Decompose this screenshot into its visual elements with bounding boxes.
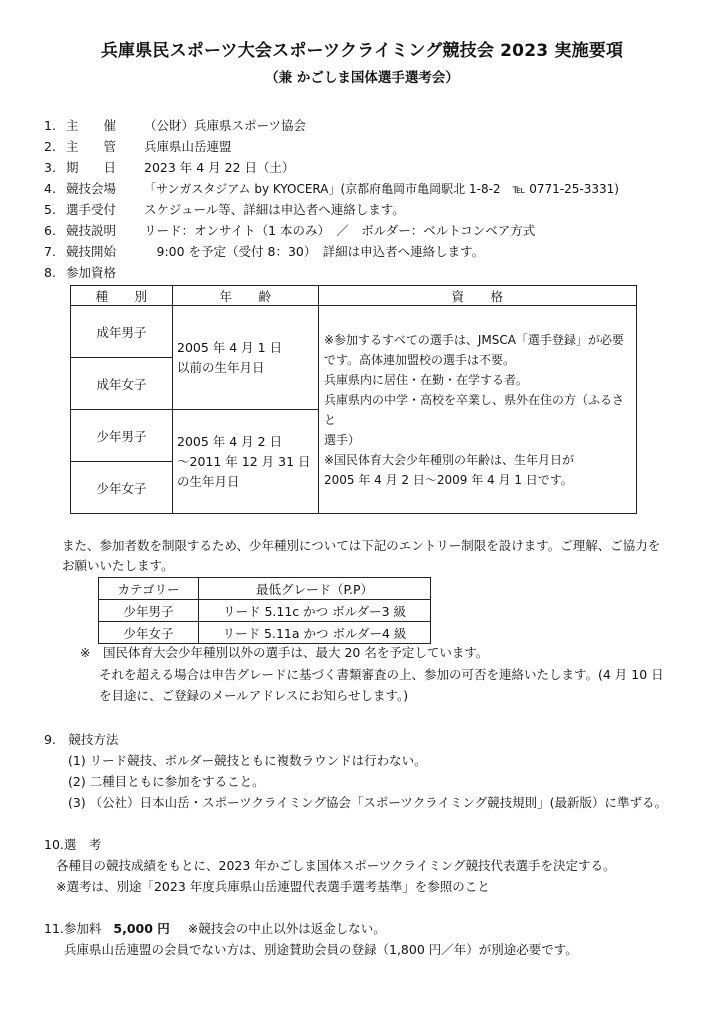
- entry-grade: リード 5.11a かつ ボルダー4 級: [199, 622, 431, 644]
- section-11-heading-row: [44, 920, 386, 938]
- item-label: 競技会場: [66, 181, 117, 196]
- item-number: 3.: [44, 160, 56, 175]
- item-value: 「サンガスタジアム by KYOCERA」(京都府亀岡市亀岡駅北 1-8-2 ℡ 0771-25-3331): [144, 182, 619, 196]
- age-line: 2005 年 4 月 2 日: [177, 433, 283, 449]
- item-date: [44, 159, 295, 177]
- section-11-line: 兵庫県山岳連盟の会員でない方は、別途賛助会員の登録（1,800 円／年）が別途必要です。: [64, 942, 578, 957]
- item-eligibility: [44, 264, 144, 282]
- item-value: リード：オンサイト（1 本のみ） ／ ボルダー：ベルトコンベア方式: [144, 223, 536, 238]
- item-label: 競技開始: [66, 244, 117, 259]
- age-youth: [173, 410, 319, 514]
- entry-intro-line: また、参加者数を制限するため、少年種別については下記のエントリー制限を設けます。ご理解、ご協力を: [62, 538, 661, 553]
- req-line: 兵庫県内に居住・在勤・在学する者。: [324, 372, 529, 387]
- section-9-heading: 9. 競技方法: [44, 732, 119, 747]
- table-row: [99, 600, 431, 622]
- item-number: 4.: [44, 181, 56, 196]
- entry-intro-line: お願いいたします。: [62, 558, 174, 573]
- eligibility-table: [70, 285, 637, 514]
- item-venue: [44, 180, 619, 198]
- section-10-heading: 10.選 考: [44, 837, 102, 852]
- header-entry-category: カテゴリー: [99, 578, 199, 600]
- qualification-text: [319, 306, 637, 514]
- header-category: 種 別: [71, 286, 173, 306]
- req-line: 2005 年 4 月 2 日～2009 年 4 月 1 日です。: [324, 472, 573, 487]
- age-adult: [173, 306, 319, 410]
- item-reception: [44, 201, 405, 219]
- req-line: です。高体連加盟校の選手は不要。: [324, 352, 516, 367]
- item-organizer: [44, 117, 306, 135]
- item-number: 1.: [44, 118, 56, 133]
- section-9-line: (2) 二種目ともに参加をすること。: [68, 774, 265, 789]
- section-9-line: (3) （公社）日本山岳・スポーツクライミング協会「スポーツクライミング競技規則」(最新版）に準ずる。: [68, 795, 668, 810]
- document-title: 兵庫県民スポーツ大会スポーツクライミング競技会 2023 実施要項: [100, 41, 624, 61]
- section-11-heading: 11.参加料: [44, 921, 102, 936]
- item-value: 9:00 を予定（受付 8：30） 詳細は申込者へ連絡します。: [144, 244, 485, 259]
- header-min-grade: 最低グレード（P.P）: [199, 578, 431, 600]
- item-label: 競技説明: [66, 223, 117, 238]
- item-label: 主 催: [66, 118, 117, 133]
- category-adult-male: 成年男子: [71, 306, 173, 358]
- item-label: 選手受付: [66, 202, 117, 217]
- item-value: 2023 年 4 月 22 日（土）: [144, 160, 295, 175]
- document-subtitle: （兼 かごしま国体選手選考会）: [265, 70, 459, 86]
- age-line: の生年月日: [177, 473, 240, 489]
- item-value: （公財）兵庫県スポーツ協会: [144, 118, 307, 133]
- item-number: 8.: [44, 265, 56, 280]
- item-value: スケジュール等、詳細は申込者へ連絡します。: [144, 202, 405, 217]
- item-start: [44, 243, 484, 261]
- section-10-line: ※選考は、別途「2023 年度兵庫県山岳連盟代表選手選考基準」を参照のこと: [56, 879, 490, 894]
- item-number: 6.: [44, 223, 56, 238]
- fee-note: ※競技会の中止以外は返金しない。: [187, 921, 386, 936]
- entry-category: 少年女子: [99, 622, 199, 644]
- req-line: 選手）: [324, 432, 361, 447]
- entry-limit-table: [98, 577, 431, 644]
- req-line: ※国民体育大会少年種別の年齢は、生年月日が: [324, 452, 575, 467]
- item-briefing: [44, 222, 535, 240]
- fee-amount: 5,000 円: [113, 921, 170, 936]
- item-label: 期 日: [66, 160, 117, 175]
- item-number: 7.: [44, 244, 56, 259]
- note-line: を目途に、ご登録のメールアドレスにお知らせします。): [99, 688, 409, 703]
- header-qualification: 資 格: [319, 286, 637, 306]
- note-line: それを超える場合は申告グレードに基づく書類審査の上、参加の可否を連絡いたします。(4 月 10 日: [99, 667, 664, 682]
- age-line: ～2011 年 12 月 31 日: [177, 453, 311, 469]
- item-number: 5.: [44, 202, 56, 217]
- req-line: 兵庫県内の中学・高校を卒業し、県外在住の方（ふるさと: [324, 392, 625, 427]
- entry-grade: リード 5.11c かつ ボルダー3 級: [199, 600, 431, 622]
- age-line: 2005 年 4 月 1 日: [177, 339, 283, 355]
- table-row: [99, 622, 431, 644]
- header-age: 年 齢: [173, 286, 319, 306]
- item-value: 兵庫県山岳連盟: [144, 139, 232, 154]
- category-youth-male: 少年男子: [71, 410, 173, 462]
- note-line: ※ 国民体育大会少年種別以外の選手は、最大 20 名を予定しています。: [80, 645, 489, 660]
- req-line: ※参加するすべての選手は、JMSCA「選手登録」が必要: [324, 332, 624, 347]
- category-adult-female: 成年女子: [71, 358, 173, 410]
- item-manager: [44, 138, 232, 156]
- item-label: 主 管: [66, 139, 117, 154]
- item-label: 参加資格: [66, 265, 117, 280]
- age-line: 以前の生年月日: [177, 359, 265, 375]
- category-youth-female: 少年女子: [71, 462, 173, 514]
- section-10-line: 各種目の競技成績をもとに、2023 年かごしま国体スポーツクライミング競技代表選手を決定する。: [56, 858, 616, 873]
- item-number: 2.: [44, 139, 56, 154]
- section-9-line: (1) リード競技、ボルダー競技ともに複数ラウンドは行わない。: [68, 753, 427, 768]
- entry-category: 少年男子: [99, 600, 199, 622]
